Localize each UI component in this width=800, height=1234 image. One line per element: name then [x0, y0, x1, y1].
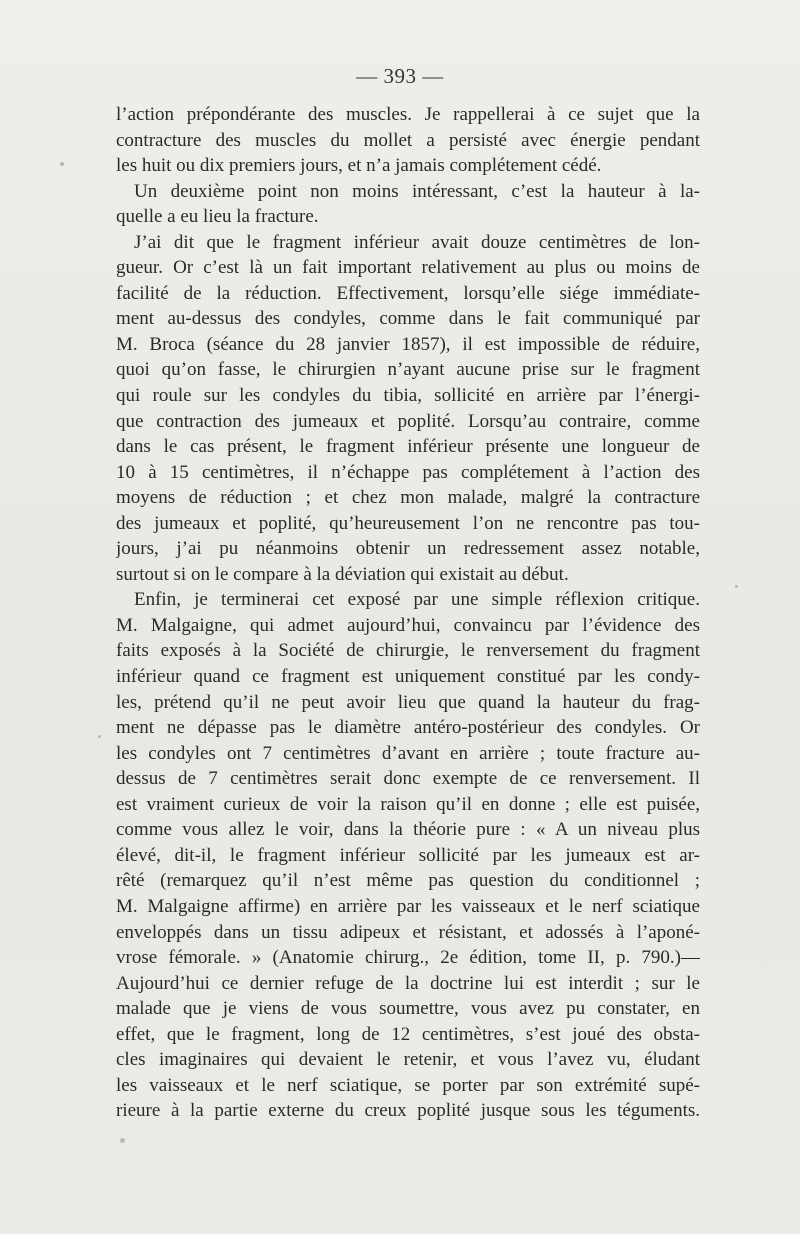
text-line: 10 à 15 centimètres, il n’échappe pas complétement à l’action des — [116, 461, 700, 483]
text-line: les, prétend qu’il ne peut avoir lieu que quand la hauteur du frag- — [116, 691, 700, 713]
text-line: les condyles ont 7 centimètres d’avant en arrière ; toute fracture au- — [116, 742, 700, 764]
paper-speck — [120, 1138, 125, 1143]
text-line: M. Broca (séance du 28 janvier 1857), il est impossible de réduire, — [116, 333, 700, 355]
text-line: effet, que le fragment, long de 12 centimètres, s’est joué des obsta- — [116, 1023, 700, 1045]
text-line: que contraction des jumeaux et poplité. Lorsqu’au contraire, comme — [116, 410, 700, 432]
text-line: malade que je viens de vous soumettre, vous avez pu constater, en — [116, 998, 700, 1020]
paper-speck — [735, 585, 738, 588]
text-line: qui roule sur les condyles du tibia, sollicité en arrière par l’énergi- — [116, 385, 700, 407]
text-line: les vaisseaux et le nerf sciatique, se porter par son extrémité supé- — [116, 1074, 700, 1096]
text-line: J’ai dit que le fragment inférieur avait douze centimètres de lon- — [134, 231, 700, 253]
text-line: cles imaginaires qui devaient le retenir, et vous l’avez vu, éludant — [116, 1049, 700, 1071]
text-line: M. Malgaigne, qui admet aujourd’hui, convaincu par l’évidence des — [116, 614, 700, 636]
text-line: des jumeaux et poplité, qu’heureusement l’on ne rencontre pas tou- — [116, 512, 700, 534]
text-line: jours, j’ai pu néanmoins obtenir un redressement assez notable, — [116, 538, 700, 560]
text-line: enveloppés dans un tissu adipeux et résistant, et adossés à l’aponé- — [116, 921, 700, 943]
text-line: faits exposés à la Société de chirurgie, le renversement du fragment — [116, 640, 700, 662]
text-line: gueur. Or c’est là un fait important relativement au plus ou moins de — [116, 257, 700, 279]
paper-speck — [60, 162, 64, 166]
page-number: — 393 — — [356, 64, 444, 88]
text-line: comme vous allez le voir, dans la théorie pure : « A un niveau plus — [116, 819, 700, 841]
text-line: moyens de réduction ; et chez mon malade, malgré la contracture — [116, 487, 700, 509]
text-line: rieure à la partie externe du creux poplité jusque sous les téguments. — [116, 1100, 700, 1122]
text-line: dans le cas présent, le fragment inférieur présente une longueur de — [116, 436, 700, 458]
text-line: inférieur quand ce fragment est uniquement constitué par les condy- — [116, 666, 700, 688]
text-line: quoi qu’on fasse, le chirurgien n’ayant aucune prise sur le fragment — [116, 359, 700, 381]
text-line: quelle a eu lieu la fracture. — [116, 206, 319, 228]
text-line: est vraiment curieux de voir la raison qu’il en donne ; elle est puisée, — [116, 793, 700, 815]
text-line: vrose fémorale. » (Anatomie chirurg., 2e édition, tome II, p. 790.)— — [116, 947, 700, 969]
text-line: Enfin, je terminerai cet exposé par une simple réflexion critique. — [134, 589, 700, 611]
text-line: l’action prépondérante des muscles. Je rappellerai à ce sujet que la — [116, 104, 700, 125]
paper-speck — [98, 735, 101, 738]
text-line: dessus de 7 centimètres serait donc exempte de ce renversement. Il — [116, 768, 700, 790]
text-line: ment ne dépasse pas le diamètre antéro-postérieur des condyles. Or — [116, 717, 700, 739]
text-line: les huit ou dix premiers jours, et n’a jamais complétement cédé. — [116, 155, 602, 177]
text-line: Aujourd’hui ce dernier refuge de la doctrine lui est interdit ; sur le — [116, 972, 700, 994]
text-line: M. Malgaigne affirme) en arrière par les vaisseaux et le nerf sciatique — [116, 895, 700, 917]
text-line: élevé, dit-il, le fragment inférieur sollicité par les jumeaux est ar- — [116, 844, 700, 866]
text-line: contracture des muscles du mollet a persisté avec énergie pendant — [116, 129, 700, 151]
text-line: rêté (remarquez qu’il n’est même pas question du conditionnel ; — [116, 870, 700, 892]
text-line: ment au-dessus des condyles, comme dans le fait communiqué par — [116, 308, 700, 330]
text-line: facilité de la réduction. Effectivement, lorsqu’elle siége immédiate- — [116, 282, 700, 304]
body-text — [116, 102, 700, 1124]
text-line: Un deuxième point non moins intéressant, c’est la hauteur à la- — [134, 180, 700, 202]
text-line: surtout si on le compare à la déviation qui existait au début. — [116, 563, 569, 585]
